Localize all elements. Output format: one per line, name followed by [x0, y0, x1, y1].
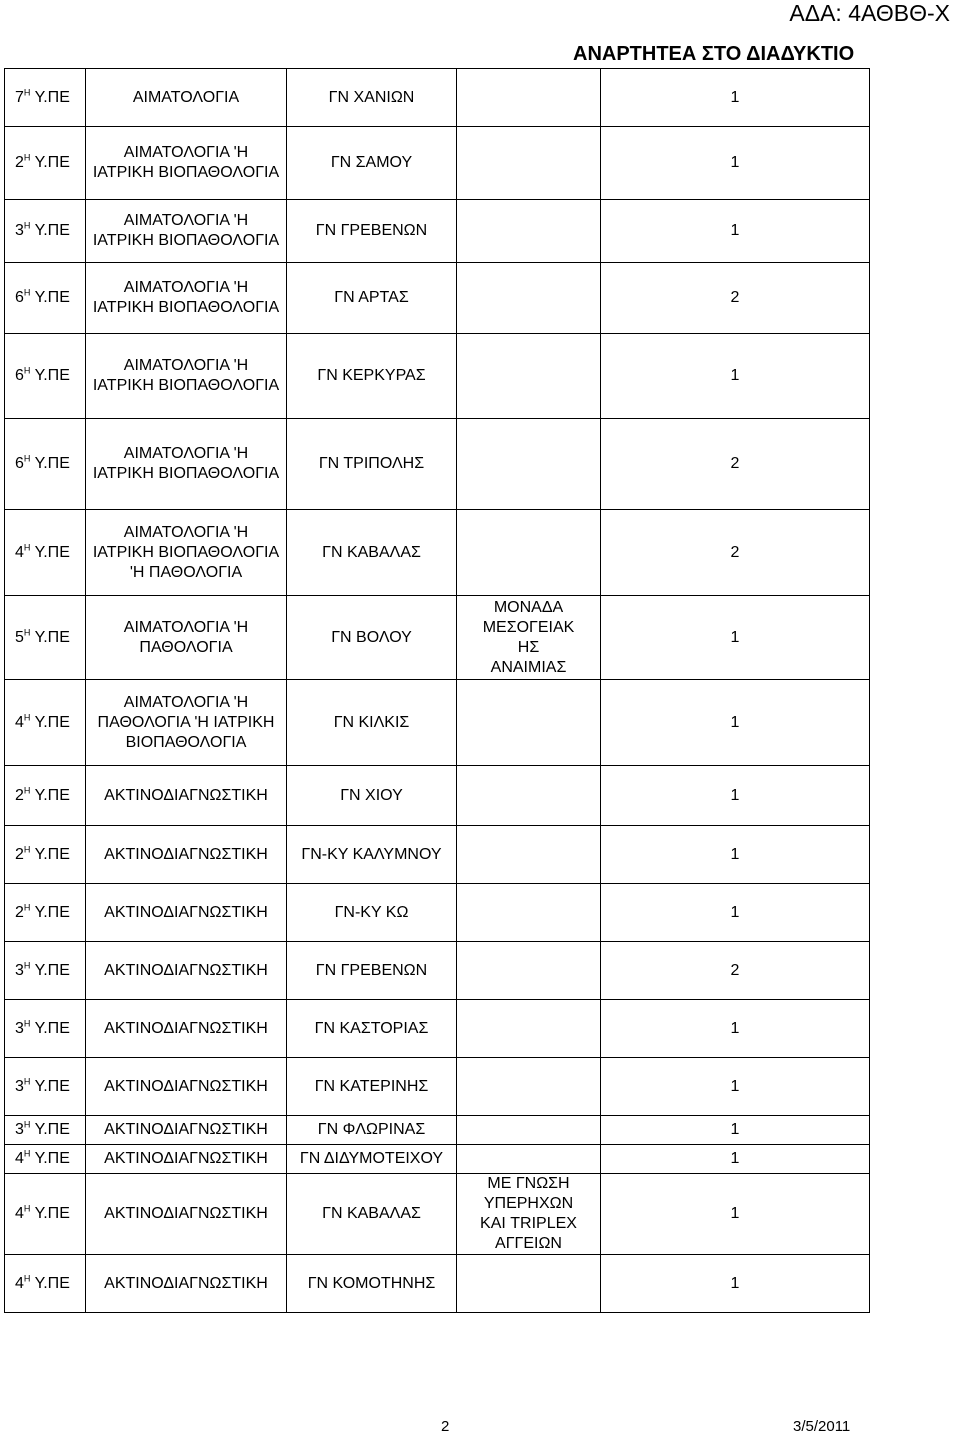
- region-cell: [5, 680, 86, 766]
- region-suffix: Υ.ΠΕ: [30, 845, 70, 863]
- specialty-line: ΑΙΜΑΤΟΛΟΓΙΑ 'Η: [123, 445, 249, 462]
- region-number: 3: [15, 1019, 24, 1037]
- region-number: 2: [15, 903, 24, 921]
- hospital-cell: ΓΝ ΔΙΔΥΜΟΤΕΙΧΟΥ: [287, 1145, 457, 1174]
- positions-cell: 2: [601, 263, 870, 334]
- note-cell: [457, 884, 601, 942]
- specialty-line: ΑΚΤΙΝΟΔΙΑΓΝΩΣΤΙΚΗ: [104, 961, 268, 979]
- region-suffix: Υ.ΠΕ: [30, 786, 70, 804]
- positions-cell: 1: [601, 766, 870, 826]
- specialty-cell: [86, 596, 287, 680]
- positions-cell: 1: [601, 69, 870, 127]
- specialty-line: ΑΚΤΙΝΟΔΙΑΓΝΩΣΤΙΚΗ: [104, 1274, 268, 1292]
- hospital-cell: ΓΝ ΚΑΤΕΡΙΝΗΣ: [287, 1058, 457, 1116]
- note-cell: [457, 200, 601, 263]
- specialty-cell: [86, 127, 287, 200]
- region-cell: [5, 1116, 86, 1145]
- region-superscript: Η: [23, 785, 31, 796]
- region-superscript: Η: [23, 365, 31, 376]
- specialty-line: ΑΙΜΑΤΟΛΟΓΙΑ: [132, 88, 240, 106]
- specialty-line: ΠΑΘΟΛΟΓΙΑ: [139, 638, 233, 656]
- positions-cell: 1: [601, 1058, 870, 1116]
- specialty-cell: [86, 200, 287, 263]
- specialty-line: ΑΚΤΙΝΟΔΙΑΓΝΩΣΤΙΚΗ: [104, 1019, 268, 1037]
- region-suffix: Υ.ΠΕ: [30, 903, 70, 921]
- hospital-cell: ΓΝ ΓΡΕΒΕΝΩΝ: [287, 200, 457, 263]
- ada-code: ΑΔΑ: 4ΑΘΒΘ-Χ: [789, 0, 950, 26]
- specialty-line: ΑΚΤΙΝΟΔΙΑΓΝΩΣΤΙΚΗ: [104, 1121, 268, 1138]
- table-row: [5, 510, 870, 596]
- region-suffix: Υ.ΠΕ: [30, 628, 70, 646]
- document-date: 3/5/2011: [793, 1418, 851, 1435]
- note-line: ΑΓΓΕΙΩΝ: [495, 1235, 562, 1252]
- specialty-cell: [86, 1255, 287, 1313]
- region-cell: [5, 1058, 86, 1116]
- specialty-cell: [86, 334, 287, 419]
- positions-cell: 1: [601, 884, 870, 942]
- hospital-cell: ΓΝ ΚΙΛΚΙΣ: [287, 680, 457, 766]
- region-cell: [5, 200, 86, 263]
- table-row: [5, 826, 870, 884]
- specialty-line: ΑΙΜΑΤΟΛΟΓΙΑ 'Η: [123, 144, 249, 161]
- region-suffix: Υ.ΠΕ: [30, 543, 70, 561]
- region-suffix: Υ.ΠΕ: [30, 1205, 70, 1222]
- table-row: [5, 1116, 870, 1145]
- table-row: [5, 334, 870, 419]
- region-suffix: Υ.ΠΕ: [30, 88, 70, 106]
- region-superscript: Η: [23, 1203, 31, 1214]
- positions-cell: 2: [601, 419, 870, 510]
- table-row: [5, 127, 870, 200]
- specialty-line: ΒΙΟΠΑΘΟΛΟΓΙΑ: [125, 733, 247, 751]
- specialty-cell: [86, 942, 287, 1000]
- specialty-cell: [86, 1058, 287, 1116]
- region-superscript: Η: [23, 1273, 31, 1284]
- region-number: 2: [15, 154, 24, 171]
- specialty-cell: [86, 1116, 287, 1145]
- hospital-cell: ΓΝ ΚΑΣΤΟΡΙΑΣ: [287, 1000, 457, 1058]
- region-cell: [5, 884, 86, 942]
- hospital-cell: ΓΝ ΣΑΜΟΥ: [287, 127, 457, 200]
- note-cell: [457, 419, 601, 510]
- region-superscript: Η: [23, 542, 31, 553]
- note-cell: [457, 1058, 601, 1116]
- note-cell: [457, 510, 601, 596]
- region-number: 4: [15, 1274, 24, 1292]
- positions-cell: 2: [601, 942, 870, 1000]
- specialty-line: ΑΚΤΙΝΟΔΙΑΓΝΩΣΤΙΚΗ: [104, 786, 268, 804]
- specialty-line: ΙΑΤΡΙΚΗ ΒΙΟΠΑΘΟΛΟΓΙΑ: [92, 543, 280, 561]
- region-cell: [5, 510, 86, 596]
- hospital-cell: ΓΝ ΚΟΜΟΤΗΝΗΣ: [287, 1255, 457, 1313]
- region-cell: [5, 1174, 86, 1255]
- note-cell: [457, 680, 601, 766]
- table-row: [5, 1255, 870, 1313]
- specialty-line: ΙΑΤΡΙΚΗ ΒΙΟΠΑΘΟΛΟΓΙΑ: [92, 232, 280, 249]
- publish-notice: ΑΝΑΡΤΗΤΕΑ ΣΤΟ ΔΙΑΔΥΚΤΙΟ: [573, 43, 855, 65]
- table-row: [5, 680, 870, 766]
- hospital-cell: ΓΝ ΒΟΛΟΥ: [287, 596, 457, 680]
- specialty-line: ΑΚΤΙΝΟΔΙΑΓΝΩΣΤΙΚΗ: [104, 845, 268, 863]
- specialty-line: ΠΑΘΟΛΟΓΙΑ 'Η ΙΑΤΡΙΚΗ: [97, 713, 275, 731]
- specialty-cell: [86, 884, 287, 942]
- region-superscript: Η: [23, 287, 31, 298]
- hospital-cell: ΓΝ ΦΛΩΡΙΝΑΣ: [287, 1116, 457, 1145]
- note-cell: [457, 1174, 601, 1255]
- specialty-cell: [86, 69, 287, 127]
- positions-cell: 1: [601, 127, 870, 200]
- specialty-line: ΑΚΤΙΝΟΔΙΑΓΝΩΣΤΙΚΗ: [104, 1077, 268, 1095]
- positions-cell: 1: [601, 826, 870, 884]
- region-cell: [5, 942, 86, 1000]
- region-superscript: Η: [23, 844, 31, 855]
- region-cell: [5, 1000, 86, 1058]
- region-number: 4: [15, 1150, 24, 1167]
- specialty-line: ΑΚΤΙΝΟΔΙΑΓΝΩΣΤΙΚΗ: [104, 1205, 268, 1222]
- specialty-line: ΙΑΤΡΙΚΗ ΒΙΟΠΑΘΟΛΟΓΙΑ: [92, 465, 280, 482]
- table-row: [5, 766, 870, 826]
- region-number: 6: [15, 289, 24, 306]
- note-cell: [457, 942, 601, 1000]
- specialty-line: ΑΚΤΙΝΟΔΙΑΓΝΩΣΤΙΚΗ: [104, 1150, 268, 1167]
- specialty-cell: [86, 766, 287, 826]
- region-suffix: Υ.ΠΕ: [30, 1121, 70, 1138]
- region-number: 4: [15, 543, 24, 561]
- specialty-line: ΑΙΜΑΤΟΛΟΓΙΑ 'Η: [123, 523, 249, 541]
- region-number: 3: [15, 222, 24, 239]
- specialty-cell: [86, 263, 287, 334]
- hospital-cell: ΓΝ-ΚΥ ΚΩ: [287, 884, 457, 942]
- page-number: 2: [441, 1418, 450, 1435]
- region-cell: [5, 69, 86, 127]
- positions-cell: 1: [601, 1255, 870, 1313]
- note-cell: [457, 334, 601, 419]
- table-row: [5, 200, 870, 263]
- table-row: [5, 419, 870, 510]
- specialty-line: ΑΙΜΑΤΟΛΟΓΙΑ 'Η: [123, 279, 249, 296]
- region-suffix: Υ.ΠΕ: [30, 455, 70, 472]
- region-number: 3: [15, 961, 24, 979]
- hospital-cell: ΓΝ ΚΑΒΑΛΑΣ: [287, 1174, 457, 1255]
- hospital-cell: ΓΝ ΧΑΝΙΩΝ: [287, 69, 457, 127]
- note-cell: [457, 263, 601, 334]
- note-cell: [457, 1116, 601, 1145]
- specialty-cell: [86, 419, 287, 510]
- region-cell: [5, 826, 86, 884]
- positions-cell: 1: [601, 1000, 870, 1058]
- specialty-line: ΙΑΤΡΙΚΗ ΒΙΟΠΑΘΟΛΟΓΙΑ: [92, 299, 280, 316]
- region-number: 6: [15, 367, 24, 384]
- region-cell: [5, 127, 86, 200]
- region-superscript: Η: [23, 1018, 31, 1029]
- table-row: [5, 1174, 870, 1255]
- specialty-line: ΑΙΜΑΤΟΛΟΓΙΑ 'Η: [123, 357, 249, 374]
- hospital-cell: ΓΝ ΤΡΙΠΟΛΗΣ: [287, 419, 457, 510]
- note-cell: [457, 596, 601, 680]
- region-cell: [5, 419, 86, 510]
- region-number: 5: [15, 628, 24, 646]
- region-suffix: Υ.ΠΕ: [30, 1150, 70, 1167]
- region-number: 6: [15, 455, 24, 472]
- specialty-line: ΙΑΤΡΙΚΗ ΒΙΟΠΑΘΟΛΟΓΙΑ: [92, 377, 280, 394]
- region-suffix: Υ.ΠΕ: [30, 1077, 70, 1095]
- specialty-cell: [86, 1174, 287, 1255]
- specialty-line: ΑΙΜΑΤΟΛΟΓΙΑ 'Η: [123, 693, 249, 711]
- region-number: 2: [15, 786, 24, 804]
- region-suffix: Υ.ΠΕ: [30, 154, 70, 171]
- region-superscript: Η: [23, 627, 31, 638]
- region-superscript: Η: [23, 1076, 31, 1087]
- region-number: 2: [15, 845, 24, 863]
- region-suffix: Υ.ΠΕ: [30, 961, 70, 979]
- table-row: [5, 596, 870, 680]
- region-suffix: Υ.ΠΕ: [30, 289, 70, 306]
- specialty-line: ΙΑΤΡΙΚΗ ΒΙΟΠΑΘΟΛΟΓΙΑ: [92, 164, 280, 181]
- region-number: 7: [15, 88, 24, 106]
- region-superscript: Η: [23, 152, 31, 163]
- hospital-cell: ΓΝ ΚΑΒΑΛΑΣ: [287, 510, 457, 596]
- positions-cell: 1: [601, 1174, 870, 1255]
- region-cell: [5, 1145, 86, 1174]
- table-row: [5, 942, 870, 1000]
- note-line: ΚΑΙ TRIPLEX: [480, 1215, 577, 1232]
- note-line: ΜΟΝΑΔΑ: [493, 598, 564, 616]
- note-line: ΑΝΑΙΜΙΑΣ: [490, 658, 567, 676]
- region-cell: [5, 596, 86, 680]
- table-row: [5, 263, 870, 334]
- region-number: 3: [15, 1121, 24, 1138]
- note-cell: [457, 1000, 601, 1058]
- table-row: [5, 884, 870, 942]
- hospital-cell: ΓΝ-ΚΥ ΚΑΛΥΜΝΟΥ: [287, 826, 457, 884]
- region-suffix: Υ.ΠΕ: [30, 367, 70, 384]
- region-superscript: Η: [23, 1148, 31, 1159]
- hospital-cell: ΓΝ ΑΡΤΑΣ: [287, 263, 457, 334]
- specialty-line: 'Η ΠΑΘΟΛΟΓΙΑ: [129, 563, 243, 581]
- hospital-cell: ΓΝ ΧΙΟΥ: [287, 766, 457, 826]
- positions-cell: 1: [601, 596, 870, 680]
- region-number: 3: [15, 1077, 24, 1095]
- region-suffix: Υ.ΠΕ: [30, 222, 70, 239]
- note-cell: [457, 127, 601, 200]
- note-cell: [457, 826, 601, 884]
- positions-cell: 1: [601, 200, 870, 263]
- region-superscript: Η: [23, 220, 31, 231]
- table-row: [5, 1000, 870, 1058]
- note-line: ΗΣ: [517, 638, 540, 656]
- positions-cell: 1: [601, 680, 870, 766]
- table-row: [5, 69, 870, 127]
- region-number: 4: [15, 713, 24, 731]
- specialty-line: ΑΚΤΙΝΟΔΙΑΓΝΩΣΤΙΚΗ: [104, 903, 268, 921]
- note-line: ΜΕ ΓΝΩΣΗ: [487, 1175, 570, 1192]
- region-cell: [5, 334, 86, 419]
- region-superscript: Η: [23, 902, 31, 913]
- note-cell: [457, 1255, 601, 1313]
- region-superscript: Η: [23, 960, 31, 971]
- specialty-cell: [86, 680, 287, 766]
- positions-table: [4, 68, 870, 1313]
- table-row: [5, 1145, 870, 1174]
- note-cell: [457, 1145, 601, 1174]
- region-cell: [5, 1255, 86, 1313]
- positions-cell: 1: [601, 334, 870, 419]
- specialty-line: ΑΙΜΑΤΟΛΟΓΙΑ 'Η: [123, 212, 249, 229]
- hospital-cell: ΓΝ ΚΕΡΚΥΡΑΣ: [287, 334, 457, 419]
- positions-cell: 1: [601, 1116, 870, 1145]
- note-line: ΥΠΕΡΗΧΩΝ: [483, 1195, 574, 1212]
- region-suffix: Υ.ΠΕ: [30, 713, 70, 731]
- specialty-cell: [86, 510, 287, 596]
- table-row: [5, 1058, 870, 1116]
- specialty-cell: [86, 1145, 287, 1174]
- region-cell: [5, 766, 86, 826]
- specialty-cell: [86, 1000, 287, 1058]
- region-superscript: Η: [23, 1119, 31, 1130]
- region-superscript: Η: [23, 712, 31, 723]
- positions-cell: 1: [601, 1145, 870, 1174]
- specialty-cell: [86, 826, 287, 884]
- region-suffix: Υ.ΠΕ: [30, 1274, 70, 1292]
- positions-cell: 2: [601, 510, 870, 596]
- region-number: 4: [15, 1205, 24, 1222]
- note-cell: [457, 69, 601, 127]
- note-line: ΜΕΣΟΓΕΙΑΚ: [482, 618, 575, 636]
- region-superscript: Η: [23, 87, 31, 98]
- hospital-cell: ΓΝ ΓΡΕΒΕΝΩΝ: [287, 942, 457, 1000]
- region-suffix: Υ.ΠΕ: [30, 1019, 70, 1037]
- specialty-line: ΑΙΜΑΤΟΛΟΓΙΑ 'Η: [123, 618, 249, 636]
- region-cell: [5, 263, 86, 334]
- region-superscript: Η: [23, 453, 31, 464]
- note-cell: [457, 766, 601, 826]
